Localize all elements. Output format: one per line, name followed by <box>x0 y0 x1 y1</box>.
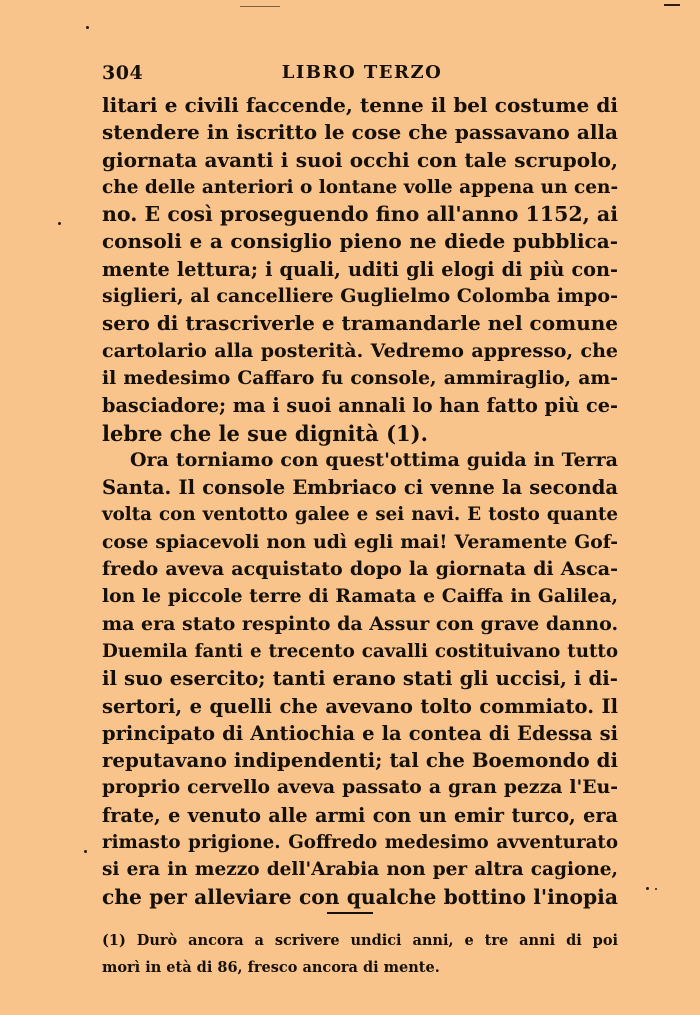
text-line: litari e civili faccende, tenne il bel costume di <box>102 93 618 117</box>
text-line: lebre che le sue dignità (1). <box>102 420 428 446</box>
text-line: consoli e a consiglio pieno ne diede pubblica- <box>102 229 618 254</box>
text-line: lon le piccole terre di Ramata e Caiffa in Galilea, <box>102 585 618 608</box>
footnote-line: morì in età di 86, fresco ancora di mente. <box>102 959 440 977</box>
page-number: 304 <box>102 62 144 84</box>
text-line: stendere in iscritto le cose che passavano alla <box>102 120 618 145</box>
text-line: reputavano indipendenti; tal che Boemondo di <box>102 748 618 773</box>
text-line: sertori, e quelli che avevano tolto commiato. Il <box>102 694 618 718</box>
text-line: frate, e venuto alle armi con un emir turco, era <box>102 803 618 827</box>
text-line: giornata avanti i suoi occhi con tale scrupolo, <box>102 147 618 172</box>
text-line: che delle anteriori o lontane volle appena un cen- <box>102 176 619 198</box>
running-title: LIBRO TERZO <box>281 62 443 83</box>
text-line: sero di trascriverle e tramandarle nel comune <box>102 311 619 336</box>
text-line: mente lettura; i quali, uditi gli elogi di più con- <box>102 257 618 281</box>
text-line: siglieri, al cancelliere Guglielmo Colomba impo- <box>102 285 618 308</box>
body-text <box>102 92 618 911</box>
text-line: il suo esercito; tanti erano stati gli uccisi, i di- <box>102 666 618 691</box>
text-line: il medesimo Caffaro fu console, ammiraglio, am- <box>102 366 618 389</box>
text-line: principato di Antiochia e la contea di Edessa si <box>102 721 618 745</box>
text-line: cartolario alla posterità. Vedremo appresso, che <box>102 339 618 362</box>
footnotes <box>102 930 618 985</box>
paragraph-start-line: Ora torniamo con quest'ottima guida in Terra <box>130 448 618 471</box>
text-line: ma era stato respinto da Assur con grave danno. <box>102 612 619 635</box>
text-line: Santa. Il console Embriaco ci venne la seconda <box>102 476 618 500</box>
text-line: si era in mezzo dell'Arabia non per altra cagione, <box>102 859 618 881</box>
text-line: basciadore; ma i suoi annali lo han fatto più ce- <box>102 394 618 418</box>
text-line: proprio cervello aveva passato a gran pezza l'Eu- <box>102 776 618 799</box>
footnote-rule <box>327 912 373 914</box>
text-line: cose spiacevoli non udì egli mai! Veramente Gof- <box>102 530 618 553</box>
text-line: fredo aveva acquistato dopo la giornata di Asca- <box>102 558 618 581</box>
text-line: rimasto prigione. Goffredo medesimo avventurato <box>102 832 618 854</box>
text-line: no. E così proseguendo fino all'anno 1152, ai <box>102 202 618 227</box>
footnote-line: (1) Durò ancora a scrivere undici anni, e tre anni di poi <box>102 932 618 949</box>
page-header <box>102 62 622 88</box>
text-line: volta con ventotto galee e sei navi. E tosto quante <box>102 504 618 526</box>
text-line: Duemila fanti e trecento cavalli costituivano tutto <box>102 640 618 662</box>
text-line: che per alleviare con qualche bottino l'inopia <box>102 884 618 909</box>
